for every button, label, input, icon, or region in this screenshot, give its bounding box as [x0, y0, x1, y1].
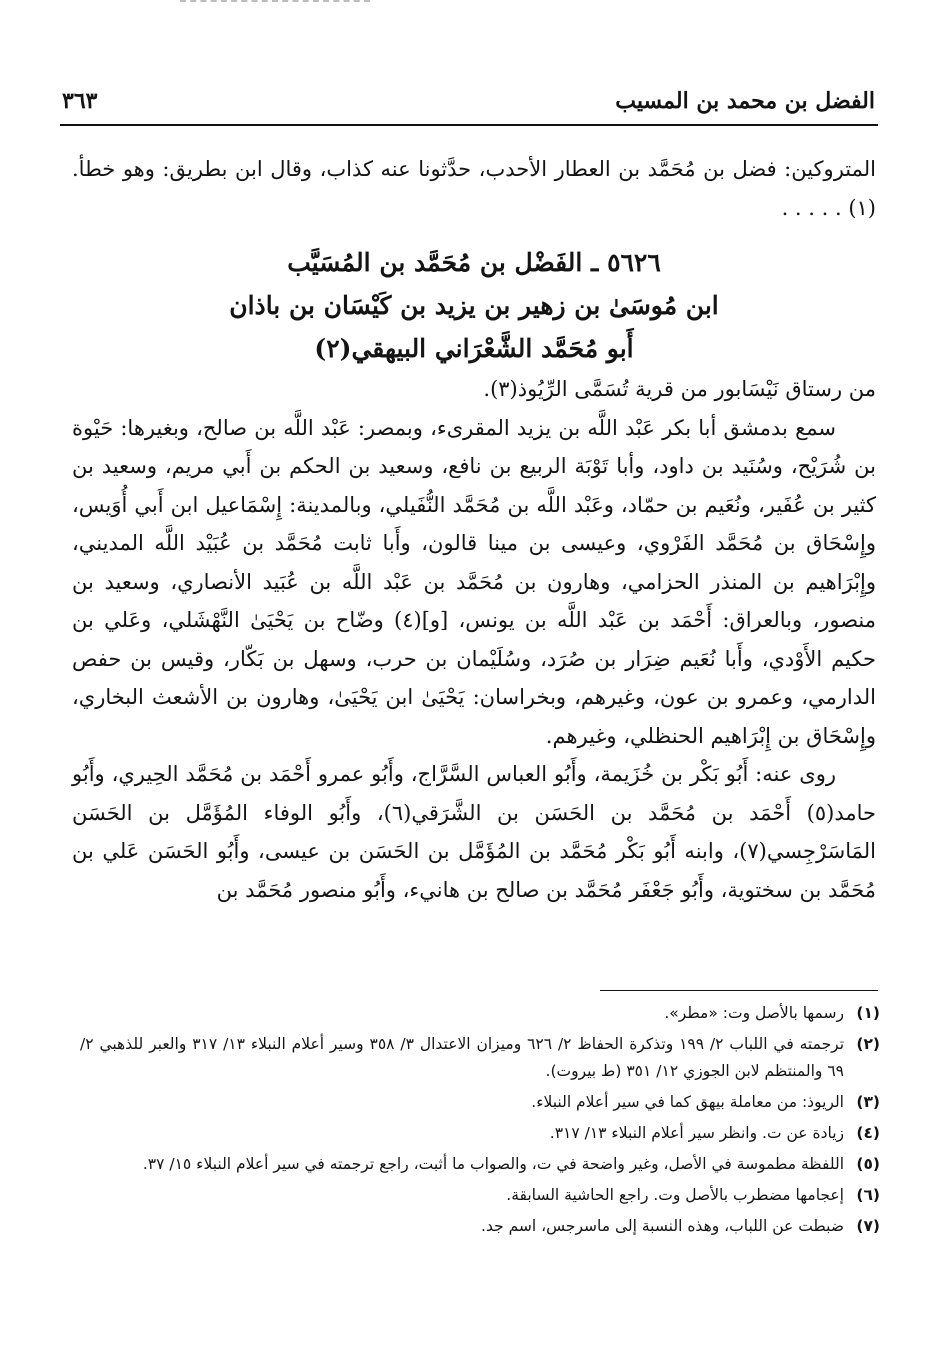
footnote-text: اللفظة مطموسة في الأصل، وغير واضحة في ت، والصواب ما أثبت، راجع ترجمته في سير أعلام النبلاء ١٥/ ٣٧.: [142, 1155, 844, 1173]
running-title: الفضل بن محمد بن المسيب: [615, 88, 875, 114]
footnote-text: زيادة عن ت. وانظر سير أعلام النبلاء ١٣/ ٣١٧.: [549, 1124, 844, 1142]
footnote: [80, 1120, 880, 1147]
scan-artifact-line: [180, 0, 370, 2]
continuation-paragraph: المتروكين: فضل بن مُحَمَّد بن العطار الأحدب، حدَّثونا عنه كذاب، وقال ابن بطريق: وهو خطأ.(١) . . . . .: [72, 157, 876, 220]
footnote-number: (٥): [856, 1155, 880, 1173]
footnote: [80, 1182, 880, 1209]
footnote-rule: [600, 990, 878, 991]
heard-from-paragraph: سمع بدمشق أبا بكر عَبْد اللَّه بن يزيد المقرىء، وبمصر: عَبْد اللَّه بن صالح، وبغيرها: حَيْوة بن شُرَيْح، وسُنَيد بن داود، وأبا تَوْبَة الربيع بن نافع، وسعيد بن الحكم بن أَبي مريم، وسعيد بن كثير بن عُفَير، ونُعَيم بن حمّاد، وعَبْد اللَّه بن مُحَمَّد النُّفَيلي، وبالمدينة: إِسْمَاعيل ابن أَبي أُوَيس، وإِسْحَاق بن مُحَمَّد الفَرْوي، وعيسى بن مينا قالون، وأَبا ثابت مُحَمَّد بن عُبَيْد اللَّه المديني، وإِبْرَاهيم بن المنذر الحزامي، وهارون بن مُحَمَّد بن عَبْد اللَّه بن عُبَيد الأنصاري، وسعيد بن منصور، وبالعراق: أَحْمَد بن عَبْد اللَّه بن يونس، [و](٤) وضّاح بن يَحْيَىٰ النَّهْشَلي، وعَلي بن حكيم الأَوْدي، وأَبا نُعَيم ضِرَار بن صُرَد، وسُلَيْمان بن حرب، وسهل بن بَكّار، وقيس بن حفص الدارمي، وعمرو بن عون، وغيرهم، وبخراسان: يَحْيَىٰ ابن يَحْيَىٰ، وهارون بن الأشعث البخاري، وإِسْحَاق بن إِبْرَاهيم الحنظلي، وغيرهم.: [72, 415, 877, 748]
footnote: [80, 1151, 880, 1178]
footnote: [80, 1000, 880, 1027]
page-number: ٣٦٣: [62, 88, 98, 114]
entry-title: ٥٦٢٦ ـ الفَضْل بن مُحَمَّد بن المُسَيَّب: [287, 248, 661, 277]
footnote-text: إعجامها مضطرب بالأصل وت. راجع الحاشية السابقة.: [506, 1186, 844, 1204]
footnote: [80, 1031, 880, 1085]
footnote-number: (٢): [856, 1035, 880, 1053]
footnote-number: (٧): [856, 1217, 880, 1235]
footnote-number: (٣): [856, 1093, 880, 1111]
footnote-text: ضبطت عن اللباب، وهذه النسبة إلى ماسرجس، اسم جد.: [481, 1217, 844, 1235]
origin-paragraph: من رستاق نَيْسَابور من قرية تُسَمَّى الرِّيُوذ(٣).: [483, 377, 876, 401]
footnote-text: ترجمته في اللباب ٢/ ١٩٩ وتذكرة الحفاظ ٢/ ٦٢٦ وميزان الاعتدال ٣/ ٣٥٨ وسير أعلام النبلاء ١٣/ ٣١٧ والعبر للذهبي ٢/ ٦٩ والمنتظم لابن الجوزي ١٢/ ٣٥١ (ط بيروت).: [80, 1035, 845, 1080]
page-header: [60, 80, 875, 120]
entry-lineage: ابن مُوسَىٰ بن زهير بن يزيد بن كَيْسَان بن باذان: [229, 291, 719, 320]
narrated-by-paragraph: روى عنه: أَبُو بَكْر بن خُزَيمة، وأَبُو العباس السَّرَّاج، وأَبُو عمرو أَحْمَد بن مُحَمَّد الحِيري، وأَبُو حامد(٥) أَحْمَد بن مُحَمَّد بن الحَسَن بن الشَّرَقي(٦)، وأَبُو الوفاء المُؤَمَّل بن الحَسَن المَاسَرْجِسي(٧)، وابنه أَبُو بَكْر مُحَمَّد بن المُؤَمَّل بن الحَسَن بن عيسى، وأَبُو الحَسَن عَلي بن مُحَمَّد بن سختوية، وأَبُو جَعْفَر مُحَمَّد بن صالح بن هانيء، وأَبُو منصور مُحَمَّد بن: [72, 762, 877, 902]
footnote-text: رسمها بالأصل وت: «مطر».: [664, 1004, 844, 1022]
footnote-text: الريوذ: من معاملة بيهق كما في سير أعلام النبلاء.: [531, 1093, 844, 1111]
footnote: [80, 1213, 880, 1240]
header-rule: [60, 124, 878, 126]
footnote-number: (١): [856, 1004, 880, 1022]
footnote-number: (٤): [856, 1124, 880, 1142]
main-text: [72, 150, 876, 909]
entry-kunya: أَبو مُحَمَّد الشَّعْرَاني البيهقي(٢): [314, 334, 634, 363]
footnote: [80, 1089, 880, 1116]
footnotes: [80, 1000, 880, 1244]
footnote-number: (٦): [856, 1186, 880, 1204]
